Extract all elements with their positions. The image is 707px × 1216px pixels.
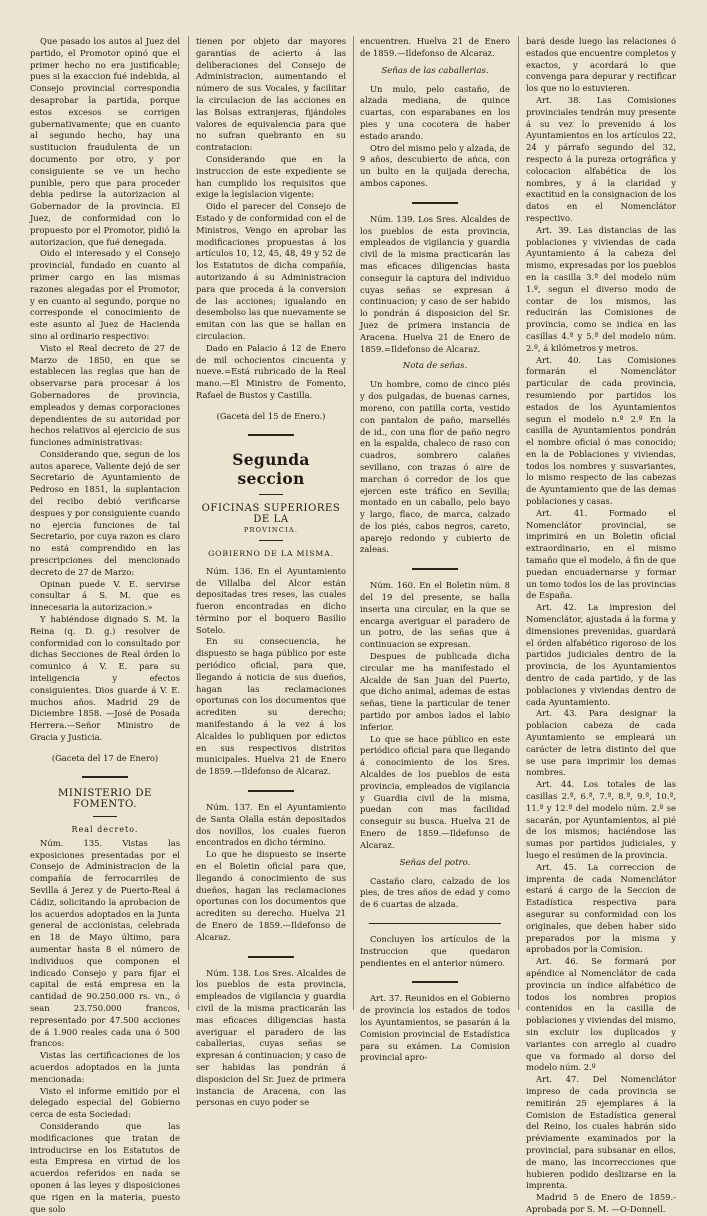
paragraph: Art. 44. Los totales de las casillas 2.ª, 6.ª, 7.ª, 8.ª, 9.ª, 10.ª, 11.ª y 12.ª del modelo núm. 2.º se sacarán, por Ayuntamientos, al pié de los mismos; haciéndose las sumas por partidos judiciales, y luego el resúmen de la provincia. bbox=[526, 779, 676, 860]
paragraph: Lo que he dispuesto se inserte en el Boletin oficial para que, llegando á conocimiento de sus dueños, hagan las reclamaciones oportunas con los documentos que acrediten su derecho. Huelva 21 de Enero de 1859.—Ildefonso de Alcaraz. bbox=[196, 849, 346, 942]
paragraph: Art. 47. Del Nomenclátor impreso de cada provincia se remitirán 25 ejemplares á la Comision de Estadística general del Reino, los cuales habrán sido préviamente examinados por la provincial, para subsanar en ellos, de mano, las incorrecciones que hubieren podido deslizarse en la imprenta. bbox=[526, 1074, 676, 1191]
column-2 bbox=[196, 36, 346, 1109]
paragraph: Considerando que en la instruccion de este expediente se han cumplido los requisitos que exige la legislacion vigente: bbox=[196, 153, 346, 200]
short-rule bbox=[259, 540, 283, 541]
paragraph: En su consecuencia, he dispuesto se haga público por este periódico oficial, para que, llegando á noticia de sus dueños, hagan las reclamaciones oportunas con los documentos que acrediten su derecho; manifestando á la vez á los Alcaldes lo publiquen por edictos en sus respectivos distritos municipales. Huelva 21 de Enero de 1859.—Ildefonso de Alcaraz. bbox=[196, 636, 346, 777]
paragraph: Y habiéndose dignado S. M. la Reina (q. D. g.) resolver de conformidad con lo consultado por dichas Secciones de Real órden lo comunico á V. E. para su inteligencia y efectos consiguientes. Dios guarde á V. E. muchos años. Madrid 29 de Diciembre 1858. —José de Posada Herrera.—Señor Ministro de Gracia y Justicia. bbox=[30, 614, 180, 743]
paragraph: Que pasado los autos al Juez del partido, el Promotor opinó que el primer hecho no era justificable; pues si la exaccion fué indebida, al Consejo provincial correspondia desaprobar la partida, porque estos excesos se corrigen gubernativamente; que en cuanto al segundo hecho, hay una sustitucion fraudulenta de un documento por otro, y por consiguiente se ve un hecho punible, pero que para proceder debia pedirse la autorizacion al Gobernador de la provincia. El Juez, de conformidad con lo propuesto por el Promotor, pidió la autorizacion, que fué denegada. bbox=[30, 36, 180, 247]
paragraph: Núm. 136. En el Ayuntamiento de Villalba del Alcor están depositadas tres reses, las cuales fueron encontradas en dicho término por el boquero Basilio Sotelo. bbox=[196, 565, 346, 635]
column-divider bbox=[353, 36, 354, 1010]
paragraph: Considerando que las modificaciones que tratan de introducirse en los Estatutos de esta Empresa en virtud de los acuerdos referidos en nada se oponen á las leyes y disposiciones que rigen en la materia, puesto que solo bbox=[30, 1120, 180, 1214]
subheading: Nota de señas. bbox=[402, 361, 468, 372]
paragraph: tienen por objeto dar mayores garantías de acierto á las deliberaciones del Consejo de Administracion, aumentando el número de sus Vocales, y facilitar la circulacion de las acciones en las Bolsas extranjeras, fijándoles valores de equivalencia para que no sufran quebranto en su contratacion: bbox=[196, 36, 346, 153]
paragraph: Un hombre, como de cinco piés y dos pulgadas, de buenas carnes, moreno, con patilla corta, vestido con pantalon de paño, marsellés de id., con una flor de paño negro en la espalda, chaleco de raso con cuadros, sombrero calañes sevillano, con trazas ó aire de marchan ó corredor de los que ejercen este tráfico en Sevilla; montado en un caballo, pelo bayo y largo, flaco, de marca, calzado de los piés, cabos negros, careto, aparejo redondo y cubierto de zaleas. bbox=[360, 379, 510, 555]
paragraph: Art. 46. Se formará por apéndice al Nomenclátor de cada provincia un índice alfabético de todos los nombres propios contenidos en la casilla de poblaciones y viviendas del mismo, sin excluir los duplicados y variantes con arreglo al cuadro que va formado al dorso del modelo núm. 2.º bbox=[526, 956, 676, 1073]
paragraph: Vistas las certificaciones de los acuerdos adoptados en la junta mencionada: bbox=[30, 1050, 180, 1084]
section-title: Segunda seccion bbox=[232, 449, 310, 488]
section-rule bbox=[412, 981, 458, 983]
section-rule bbox=[248, 434, 294, 436]
column-3 bbox=[360, 36, 510, 1064]
paragraph: Visto el informe emitido por el delegado especial del Gobierno cerca de esta Sociedad: bbox=[30, 1085, 180, 1120]
government-heading: GOBIERNO DE LA MISMA. bbox=[208, 548, 334, 558]
long-rule bbox=[369, 923, 501, 924]
gazette-note: (Gaceta del 17 de Enero) bbox=[51, 752, 159, 763]
subheading: Señas del potro. bbox=[399, 857, 471, 868]
paragraph: Núm. 160. En el Boletin núm. 8 del 19 del presente, se halla inserta una circular, en la que se encarga averiguar el paradero de un potro, de las señas que á continuacion se expresan. bbox=[360, 580, 510, 650]
short-rule bbox=[93, 816, 117, 817]
paragraph: bará desde luego las relaciones ó estados que encuentre completos y exactos, y acordará lo que convenga para depurar y rectificar los que no lo estuvieren. bbox=[526, 36, 676, 94]
section-rule bbox=[248, 790, 294, 792]
offices-heading: OFICINAS SUPERIORES DE LA bbox=[201, 502, 341, 525]
paragraph: Art. 45. La correccion de imprenta de cada Nomenclátor estará á cargo de la Seccion de Estadística respectiva para asegurar su conformidad con los originales, que deben haber sido preparados por la misma y aprobados por la Comision. bbox=[526, 861, 676, 955]
paragraph: Núm. 135. Vistas las exposiciones presentadas por el Consejo de Administracion de la compañía de ferrocarriles de Sevilla á Jerez y de Puerto-Real á Cádiz, solicitando la aprobacion de los acuerdos adoptados en la Junta general de accionistas, celebrada en 18 de Mayo último, para aumentar hasta 8 el número de individuos que componen el indicado Consejo y para fijar el capital de está empresa en la cantidad de 90.250.000 rs. vn., ó sean 23.750.000 francos, representado por 47.500 acciones de á 1.900 reales cada una ó 500 francos: bbox=[30, 837, 180, 1049]
paragraph: Madrid 5 de Enero de 1859.-Aprobada por S. M. —O-Donnell. bbox=[526, 1192, 676, 1214]
paragraph: Oido el parecer del Consejo de Estado y de conformidad con el de Ministros, Vengo en aprobar las modificaciones propuestas á los artículos 10, 12, 45, 48, 49 y 52 de los Estatutos de dicha compañía, autorizando á su Administracion para que proceda á la conversion de las acciones; igualando en desembolso las que nuevamente se emitan con las que se hallan en circulacion. bbox=[196, 201, 346, 341]
subheading: Señas de las caballerias. bbox=[381, 65, 489, 76]
paragraph: Art. 42. La impresion del Nomenclátor, ajustada á la forma y dimensiones prevenidas, guardará el órden alfabético rigoroso de los partidos judiciales dentro de la provincia, de los Ayuntamientos dentro de cada partido, y de las poblaciones y viviendas dentro de cada Ayuntamiento. bbox=[526, 602, 676, 707]
paragraph: Despues de publicada dicha circular me ha manifestado el Alcalde de San Juan del Puerto, que dicho animal, ademas de estas señas, tiene la particular de tener partido por ambos lados el labio inferior. bbox=[360, 651, 510, 732]
paragraph: Núm. 139. Los Sres. Alcaldes de los pueblos de esta provincia, empleados de vigilancia y guardia civil de la misma practicarán las mas eficaces diligencias hasta conseguir la captura del individuo cuyas señas se expresan á continuacion; y caso de ser habido lo pondrán á disposicion del Sr. Juez de primera instancia de Aracena. Huelva 21 de Enero de 1859.=Ildefonso de Alcaraz. bbox=[360, 213, 510, 354]
ministry-heading: MINISTERIO DE FOMENTO. bbox=[58, 787, 152, 810]
paragraph: Art. 39. Las distancias de las poblaciones y viviendas de cada Ayuntamiento á la cabeza del mismo, expresadas por los pueblos en la casilla 3.ª del modelo núm 1.º, segun el diverso modo de contar de los mismos, las reducirán las Comisiones de provincia, como se indica en las casillas 4.ª y 5.ª del modelo núm. 2.º, á kilómetros y metros. bbox=[526, 224, 676, 353]
column-4 bbox=[526, 36, 676, 1216]
province-heading: PROVINCIA. bbox=[243, 525, 299, 534]
paragraph: Dado en Palacio á 12 de Enero de mil ochocientos cincuenta y nueve.=Está rubricado de la Real mano.—El Ministro de Fomento, Rafael de Bustos y Castilla. bbox=[196, 342, 346, 400]
paragraph: Otro del mismo pelo y alzada, de 9 años, descubierto de ańca, con un bulto en la quijada derecha, ambos capones. bbox=[360, 142, 510, 188]
paragraph: Castaño claro, calzado de los pies, de tres años de edad y como de 6 cuartas de alzada. bbox=[360, 875, 510, 910]
paragraph: Art. 43. Para designar la poblacion cabeza de cada Ayuntamiento se empleará un carácter de letra distinto del que se use para imprimir los demas nombres. bbox=[526, 708, 676, 778]
paragraph: Núm. 138. Los Sres. Alcaldes de los pueblos de esta provincia, empleados de vigilancia y guardia civil de la misma practicarán las mas eficaces diligencias hasta averiguar el paradero de las caballerias, cuyas señas se expresan á continuacion; y caso de ser habidas las pondrán á disposicion del Sr. Juez de primera instancia de Aracena, con las personas en cuyo poder se bbox=[196, 967, 346, 1108]
paragraph: Lo que se hace público en este periódico oficial para que llegando á conocimiento de los Sres. Alcaldes de los pueblos de esta provincia, empleados de vigilancia y Guardia civil de la misma, puedan con mas facilidad conseguir su busca. Huelva 21 de Enero de 1859.—Ildefonso de Alcaraz. bbox=[360, 733, 510, 850]
paragraph: Visto el Real decreto de 27 de Marzo de 1850, en que se establecen las reglas que han de observarse para procesar á los Gobernadores de provincia, empleados y demas corporaciones dependientes de su autoridad por hechos relativos al ejercicio de sus funciones administrativas: bbox=[30, 342, 180, 448]
gazette-note: (Gaceta del 15 de Enero.) bbox=[216, 410, 326, 421]
paragraph: Considerando que, segun de los autos aparece, Valiente dejó de ser Secretario de Ayuntamiento de Pedroso en 1851, la suplantacion del recibo debió verificarse despues y por consiguiente cuando no ejercia funciones de tal Secretario, por cuya razon es claro no está comprendido en las prescripciones del mencionado decreto de 27 de Marzo: bbox=[30, 448, 180, 577]
paragraph: Concluyen los artículos de la Instruccion que quedaron pendientes en el anterior número. bbox=[360, 934, 510, 968]
paragraph: Un mulo, pelo castaño, de alzada mediana, de quince cuartas, con esparabanes en los pies y una cocotera de haber estado arando. bbox=[360, 83, 510, 141]
paragraph: Art. 37. Reunidos en el Gobierno de provincia los estados de todos los Ayuntamientos, se pasarán á la Comision provincial de Estadística para su exámen. La Comision provincial apro- bbox=[360, 993, 510, 1063]
paragraph: Núm. 137. En el Ayuntamiento de Santa Olalla están depositados dos novillos, los cuales fueron encontrados en dicho término. bbox=[196, 802, 346, 848]
paragraph: Art. 38. Las Comisiones provinciales tendrán muy presente á su vez lo prevenido á los Ayuntamientos en los artículos 22, 24 y párrafo segundo del 32, respecto á la pureza ortográfica y colocacion alfabética de los nombres, y á la claridad y exactitud en la consignacion de los datos en el Nomenclátor respectivo. bbox=[526, 94, 676, 223]
paragraph: encuentren. Huelva 21 de Enero de 1859.—Ildefonso de Alcaraz. bbox=[360, 36, 510, 58]
short-rule bbox=[259, 494, 283, 495]
section-rule bbox=[248, 956, 294, 958]
column-divider bbox=[518, 36, 519, 1010]
column-1 bbox=[30, 36, 180, 1215]
paragraph: Art. 40. Las Comisiones formarán el Nomenclátor particular de cada provincia, resumiendo por partidos los estados de los Ayuntamientos segun el modelo n.º 2.º En la casilla de Ayuntamientos pondrán el nombre oficial ó mas conocido; en la de Poblaciones y viviendas, todos los nombres y susvariantes, lo mismo respecto de las cabezas de Ayuntamiento que de las demas poblaciones y casas. bbox=[526, 354, 676, 507]
paragraph: Art. 41. Formado el Nomenclátor provincial, se imprimirá en un Boletin oficial extraordinario, en el mismo tamaño que el modelo, á fin de que puedan encuadernarse y formar un tomo todos los de las provincias de España. bbox=[526, 507, 676, 601]
paragraph: Oido el interesado y el Consejo provincial, fundado en cuanto al primer cargo en las mismas razones alegadas por el Promotor, y en cuanto al segundo, porque no corresponde el conocimiento de este asunto al Juez de Hacienda sino al ordinario respectivo: bbox=[30, 248, 180, 341]
section-rule bbox=[412, 568, 458, 570]
section-rule bbox=[412, 202, 458, 204]
decree-heading: Real decreto. bbox=[71, 824, 139, 834]
section-rule bbox=[82, 776, 128, 778]
paragraph: Opinan puede V. E. servirse consultar á S. M. que es innecesaria la autorizacion.» bbox=[30, 578, 180, 613]
column-divider bbox=[188, 36, 189, 1010]
